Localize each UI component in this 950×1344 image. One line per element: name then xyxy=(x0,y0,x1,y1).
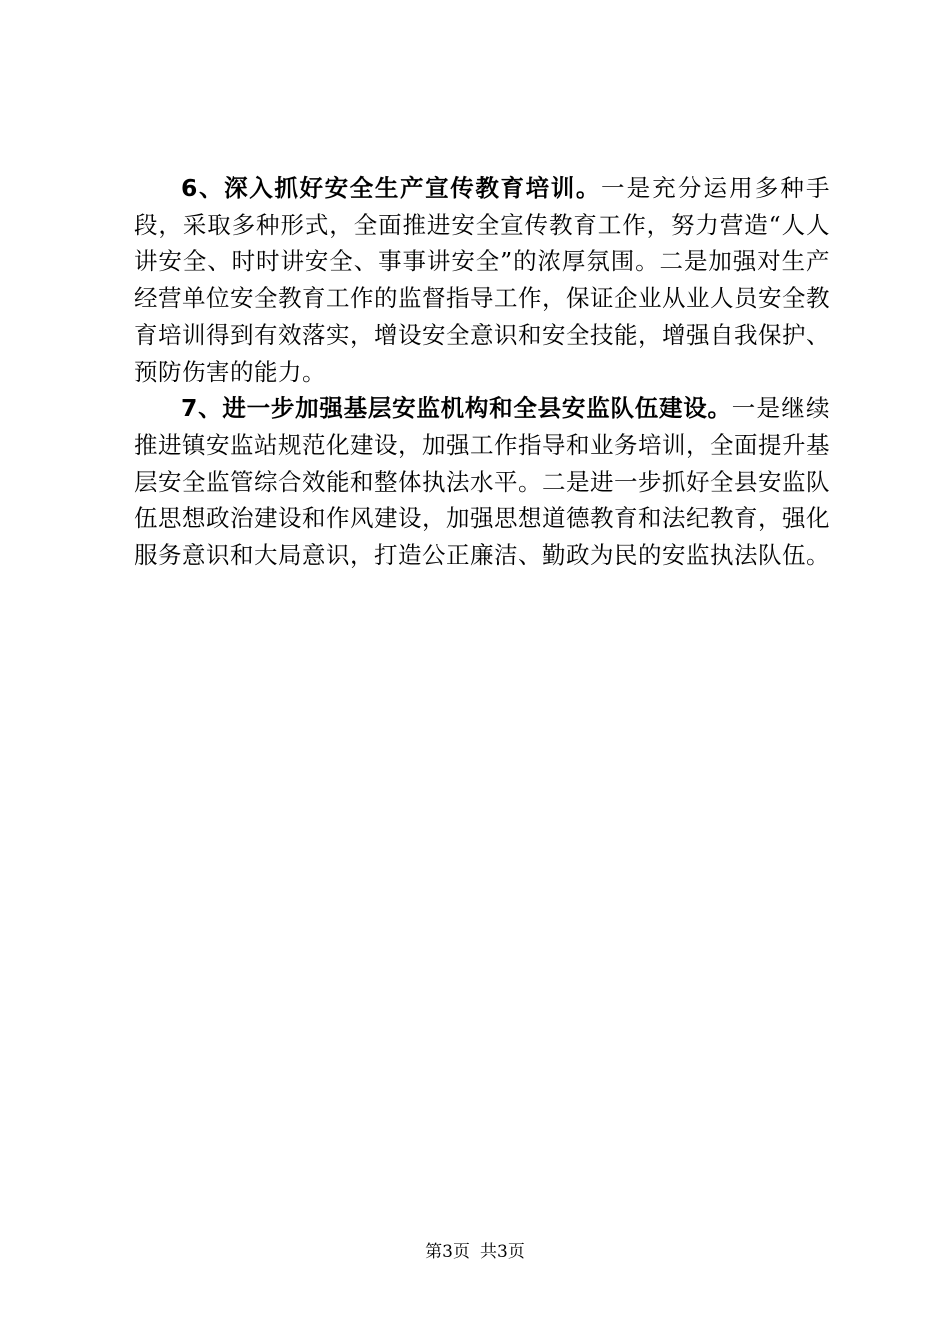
page-number-total: 共3页 xyxy=(480,1242,525,1262)
page-footer xyxy=(0,1240,950,1264)
page-number-current: 第3页 xyxy=(425,1242,470,1262)
paragraph-6-body: 一是充分运用多种手段，采取多种形式，全面推进安全宣传教育工作，努力营造“人人讲安全、时时讲安全、事事讲安全”的浓厚氛围。二是加强对生产经营单位安全教育工作的监督指导工作，保证企业从业人员安全教育培训得到有效落实，增设安全意识和安全技能，增强自我保护、预防伤害的能力。 xyxy=(134,174,831,386)
paragraph-7-body: 一是继续推进镇安监站规范化建设，加强工作指导和业务培训，全面提升基层安全监管综合效能和整体执法水平。二是进一步抓好全县安监队伍思想政治建设和作风建设，加强思想道德教育和法纪教育，强化服务意识和大局意识，打造公正廉洁、勤政为民的安监执法队伍。 xyxy=(134,394,831,570)
document-body xyxy=(134,170,830,574)
paragraph-6-heading: 6、深入抓好安全生产宣传教育培训。 xyxy=(181,174,601,202)
paragraph-7 xyxy=(134,390,830,574)
paragraph-6 xyxy=(134,170,830,390)
paragraph-7-heading: 7、进一步加强基层安监机构和全县安监队伍建设。 xyxy=(181,394,732,423)
